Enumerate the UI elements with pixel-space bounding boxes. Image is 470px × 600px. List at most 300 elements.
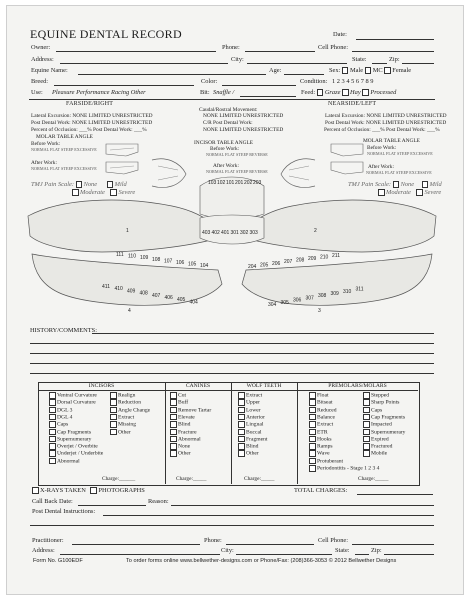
canine-label: Remove Tartar — [178, 407, 212, 414]
tooth-205[interactable]: 205 — [260, 262, 269, 269]
tooth-407[interactable]: 407 — [152, 292, 161, 299]
incisor-label: DGL 3 — [57, 407, 73, 414]
use-label: Use: — [31, 89, 43, 96]
premolar-item[interactable] — [309, 436, 332, 443]
date-field[interactable] — [356, 39, 434, 40]
incisor-checkbox[interactable] — [49, 407, 56, 414]
tooth-101[interactable]: 101 — [226, 180, 235, 186]
canine-label: Abnormal — [178, 436, 201, 443]
incisor-extra-label: Other — [118, 429, 131, 436]
canine-checkbox[interactable] — [170, 436, 177, 443]
post-instructions-label: Post Dental Instructions: — [32, 508, 96, 515]
tooth-203[interactable]: 203 — [253, 180, 262, 186]
canine-checkbox[interactable] — [170, 450, 177, 457]
left-skull-lower — [242, 254, 432, 305]
sex-male-label: Male — [349, 67, 364, 74]
canine-checkbox[interactable] — [170, 421, 177, 428]
sex-text: Sex: — [329, 67, 341, 74]
incisor-checkbox[interactable] — [49, 392, 56, 399]
age-label: Age: — [269, 67, 282, 74]
canine-checkbox[interactable] — [170, 414, 177, 421]
tooth-207[interactable]: 207 — [284, 259, 293, 266]
incisors-header: INCISORS — [88, 383, 115, 389]
premolar-header: PREMOLARS/MOLARS — [328, 383, 387, 389]
left-before-opts[interactable]: NORMAL FLAT STEEP EXCESSIVE — [367, 151, 433, 156]
left-tmj: TMJ Pain Scale: None Mild — [348, 181, 442, 188]
premolar-extra-checkbox[interactable] — [363, 450, 370, 457]
canine-item[interactable] — [170, 421, 190, 428]
photos-checkbox[interactable] — [90, 487, 97, 494]
tooth-404[interactable]: 404 — [189, 299, 198, 306]
incisor-label: Underjet / Underbite — [57, 450, 104, 457]
premolar-checkbox[interactable] — [309, 465, 316, 472]
color-field[interactable] — [222, 85, 296, 86]
premolar-extra-item[interactable] — [363, 407, 382, 414]
tooth-306[interactable]: 306 — [293, 297, 302, 304]
history-line-5[interactable] — [30, 373, 434, 374]
caudal-label: Caudal/Rostral Movement: — [199, 107, 258, 113]
wolf-tooth-checkbox[interactable] — [238, 392, 245, 399]
condition-scale[interactable]: 1 2 3 4 5 6 7 8 9 — [331, 78, 374, 85]
dental-chart — [22, 176, 442, 320]
premolar-extra-label: Cap Fragments — [371, 414, 406, 421]
practitioner-field[interactable] — [72, 544, 200, 545]
incisor-checkbox[interactable] — [49, 458, 56, 465]
tooth-106[interactable]: 106 — [176, 260, 185, 266]
wolf-tooth-label: Buccal — [246, 429, 262, 436]
incisor-after-work: After Work: — [213, 163, 239, 169]
wolf-tooth-item[interactable] — [238, 414, 265, 421]
tooth-201[interactable]: 201 — [235, 180, 244, 186]
premolar-checkbox[interactable] — [309, 450, 316, 457]
tooth-206[interactable]: 206 — [272, 260, 281, 267]
tooth-402[interactable]: 402 — [211, 230, 220, 236]
canine-checkbox[interactable] — [170, 407, 177, 414]
premolar-extra-checkbox[interactable] — [363, 414, 370, 421]
canine-label: Cut — [178, 392, 187, 399]
reason-label: Reason: — [148, 498, 169, 505]
canines-charge: Charge:_____ — [176, 476, 207, 482]
wolf-tooth-item[interactable] — [238, 450, 259, 457]
tooth-307[interactable]: 307 — [305, 295, 314, 302]
right-after-opts[interactable]: NORMAL FLAT STEEP EXCESSIVE — [31, 166, 97, 171]
premolar-item[interactable] — [309, 443, 333, 450]
wolf-tooth-label: Lower — [246, 407, 261, 414]
farside-heading: FARSIDE/RIGHT — [66, 101, 114, 107]
reason-field[interactable] — [171, 505, 434, 506]
wolf-tooth-checkbox[interactable] — [238, 421, 245, 428]
premolar-label: Balance — [317, 414, 336, 421]
tooth-311[interactable]: 311 — [355, 286, 364, 293]
incisor-item[interactable] — [49, 399, 96, 406]
caudal-options[interactable]: NONE LIMITED UNRESTRICTED — [203, 113, 284, 119]
incisor-item[interactable] — [49, 443, 98, 450]
incisor-item[interactable] — [49, 392, 97, 399]
bit-value: Snaffle / — [213, 89, 235, 96]
incisor-angle-heading: INCISOR TABLE ANGLE — [194, 140, 254, 146]
wolf-tooth-item[interactable] — [238, 429, 262, 436]
premolar-checkbox[interactable] — [309, 421, 316, 428]
premolar-extra-checkbox[interactable] — [363, 421, 370, 428]
premolar-item[interactable] — [309, 450, 330, 457]
phone-field[interactable] — [245, 51, 315, 52]
wolf-tooth-checkbox[interactable] — [238, 414, 245, 421]
canine-item[interactable] — [170, 429, 197, 436]
right-skull-upper — [28, 200, 218, 252]
equine-name-field[interactable] — [78, 74, 266, 75]
premolar-extra-item[interactable] — [363, 421, 392, 428]
phone-label: Phone: — [222, 44, 240, 51]
incisor-extra-item[interactable] — [110, 392, 135, 399]
premolar-label: Hooks — [317, 436, 332, 443]
incisor-extra-item[interactable] — [110, 421, 136, 428]
tooth-105[interactable]: 105 — [188, 261, 197, 268]
canine-checkbox[interactable] — [170, 429, 177, 436]
wolf-tooth-label: Lingual — [246, 421, 264, 428]
incisor-extra-checkbox[interactable] — [110, 414, 117, 421]
premolar-extra-label: Stepped — [371, 392, 390, 399]
sex-female-label: Female — [392, 67, 412, 74]
right-after-work: After Work: — [31, 160, 57, 166]
incisor-item[interactable] — [49, 436, 91, 443]
tooth-303[interactable]: 303 — [249, 230, 258, 236]
history-line-3[interactable] — [30, 353, 434, 354]
right-molar-angle-diagram — [104, 138, 142, 178]
tooth-204[interactable]: 204 — [248, 264, 257, 270]
bit-label: Bit: — [200, 89, 210, 96]
incisor-checkbox[interactable] — [49, 443, 56, 450]
zip-label: Zip: — [389, 56, 400, 63]
tooth-210[interactable]: 210 — [320, 254, 329, 261]
state-label: State: — [352, 56, 367, 63]
canine-item[interactable] — [170, 436, 201, 443]
tooth-202[interactable]: 202 — [244, 180, 253, 186]
wolf-tooth-label: Other — [246, 450, 259, 457]
tooth-310[interactable]: 310 — [343, 288, 352, 295]
canine-item[interactable] — [170, 443, 190, 450]
tooth-109[interactable]: 109 — [140, 255, 149, 262]
canines-header: CANINES — [185, 383, 211, 389]
incisor-item[interactable] — [49, 407, 72, 414]
incisor-label: Ventral Curvature — [57, 392, 97, 399]
wolf-tooth-checkbox[interactable] — [238, 407, 245, 414]
incisor-label: Dorsal Curvature — [57, 399, 96, 406]
premolar-extra-item[interactable] — [363, 399, 399, 406]
age-field[interactable] — [284, 74, 324, 75]
canine-checkbox[interactable] — [170, 443, 177, 450]
incisor-extra-checkbox[interactable] — [110, 421, 117, 428]
prac-cell-label: Cell Phone: — [318, 537, 348, 544]
left-after-opts[interactable]: NORMAL FLAT STEEP EXCESSIVE — [366, 170, 432, 175]
prac-zip-field[interactable] — [384, 554, 434, 555]
wolf-tooth-checkbox[interactable] — [238, 399, 245, 406]
wolf-tooth-item[interactable] — [238, 436, 267, 443]
sex-label — [329, 67, 411, 74]
tooth-110[interactable]: 110 — [128, 253, 136, 260]
premolar-item[interactable] — [309, 399, 333, 406]
right-post-label: Post Dental Work: NONE LIMITED UNRESTRICTED — [31, 120, 153, 126]
premolar-label: Float — [317, 392, 329, 399]
premolar-item[interactable] — [309, 414, 335, 421]
premolar-item[interactable] — [309, 465, 379, 472]
post-instructions-line-1[interactable] — [103, 515, 434, 516]
incisors-charge: Charge:______ — [102, 476, 136, 482]
prac-address-field[interactable] — [60, 554, 220, 555]
address-field[interactable] — [60, 63, 228, 64]
sex-male-checkbox[interactable] — [342, 67, 349, 74]
tooth-305[interactable]: 305 — [280, 299, 289, 306]
canine-label: None — [178, 443, 191, 450]
incisor-item[interactable] — [49, 414, 72, 421]
premolar-label: Ramps — [317, 443, 333, 450]
canine-item[interactable] — [170, 392, 186, 399]
premolar-checkbox[interactable] — [309, 399, 316, 406]
address-label: Address: — [31, 56, 54, 63]
incisor-extra-label: Realign — [118, 392, 136, 399]
canine-item[interactable] — [170, 414, 195, 421]
premolar-checkbox[interactable] — [309, 436, 316, 443]
bit-field[interactable] — [240, 96, 296, 97]
canine-checkbox[interactable] — [170, 392, 177, 399]
incisor-item[interactable] — [49, 421, 68, 428]
incisor-extra-item[interactable] — [110, 414, 134, 421]
incisor-extra-item[interactable] — [110, 407, 150, 414]
premolar-extra-checkbox[interactable] — [363, 399, 370, 406]
left-skull-upper — [246, 200, 436, 252]
wolf-tooth-item[interactable] — [238, 407, 261, 414]
premolar-extra-label: Expired — [371, 436, 389, 443]
wolf-tooth-label: Extract — [246, 392, 263, 399]
canine-item[interactable] — [170, 450, 191, 457]
premolar-extra-checkbox[interactable] — [363, 407, 370, 414]
premolar-extra-checkbox[interactable] — [363, 429, 370, 436]
left-molar-angle-diagram — [327, 138, 365, 178]
quad-3-label: 3 — [318, 308, 321, 314]
wolf-header: WOLF TEETH — [246, 383, 282, 389]
wolf-tooth-item[interactable] — [238, 421, 263, 428]
right-lateral-options[interactable]: NONE LIMITED UNRESTRICTED — [72, 113, 153, 119]
wolf-charge: Charge:_____ — [244, 476, 275, 482]
premolar-extra-label: Supernumerary — [371, 429, 406, 436]
left-post-options[interactable]: NONE LIMITED UNRESTRICTED — [365, 120, 447, 126]
zip-field[interactable] — [402, 63, 434, 64]
incisor-extra-checkbox[interactable] — [110, 429, 117, 436]
tooth-102[interactable]: 102 — [217, 180, 226, 186]
premolar-extra-checkbox[interactable] — [363, 392, 370, 399]
order-info: To order forms online www.bellwether-designs.com or Phone/Fax: (208)366-3053 © 2012 Bellwether Designs — [126, 558, 397, 564]
prac-cell-field[interactable] — [352, 544, 434, 545]
wolf-tooth-item[interactable] — [238, 399, 260, 406]
tooth-301[interactable]: 301 — [230, 230, 239, 236]
incisor-extra-item[interactable] — [110, 399, 141, 406]
wolf-tooth-item[interactable] — [238, 392, 262, 399]
tooth-308[interactable]: 308 — [318, 293, 327, 300]
premolar-item[interactable] — [309, 429, 328, 436]
incisor-checkbox[interactable] — [49, 421, 56, 428]
incisor-checkbox[interactable] — [49, 399, 56, 406]
wolf-tooth-item[interactable] — [238, 443, 258, 450]
premolar-extra-checkbox[interactable] — [363, 443, 370, 450]
tooth-107[interactable]: 107 — [164, 258, 173, 265]
use-options[interactable]: Pleasure Performance Racing Other — [52, 89, 146, 96]
canine-item[interactable] — [170, 399, 188, 406]
right-before-opts[interactable]: NORMAL FLAT STEEP EXCESSIVE — [31, 147, 97, 152]
incisor-checkbox[interactable] — [49, 429, 56, 436]
cell-phone-label: Cell Phone: — [318, 44, 348, 51]
incisor-extra-checkbox[interactable] — [110, 407, 117, 414]
tooth-409[interactable]: 409 — [127, 288, 136, 295]
canine-label: Other — [178, 450, 191, 457]
feed-graze-checkbox[interactable] — [317, 89, 324, 96]
tooth-108[interactable]: 108 — [152, 256, 161, 263]
incisor-label: Caps — [57, 421, 69, 428]
tooth-403[interactable]: 403 — [202, 230, 211, 236]
premolar-checkbox[interactable] — [309, 407, 316, 414]
history-line-4[interactable] — [30, 363, 434, 364]
history-line-2[interactable] — [30, 343, 434, 344]
premolar-label: ETR — [317, 429, 328, 436]
tooth-209[interactable]: 209 — [308, 256, 317, 262]
incisor-extra-label: Missing — [118, 421, 137, 428]
breed-field[interactable] — [54, 85, 194, 86]
xrays-option: X-RAYS TAKEN PHOTOGRAPHS — [32, 487, 145, 494]
incisor-before-work: Before Work: — [210, 146, 240, 152]
premolar-extra-item[interactable] — [363, 414, 405, 421]
wolf-tooth-checkbox[interactable] — [238, 443, 245, 450]
incisor-extra-item[interactable] — [110, 429, 131, 436]
tooth-111[interactable]: 111 — [116, 252, 124, 258]
tooth-302[interactable]: 302 — [240, 230, 249, 236]
incisor-label: DGL 4 — [57, 414, 73, 421]
incisor-extra-checkbox[interactable] — [110, 392, 117, 399]
premolar-extra-item[interactable] — [363, 436, 389, 443]
premolar-item[interactable] — [309, 458, 343, 465]
wolf-tooth-label: Fragment — [246, 436, 268, 443]
tooth-408[interactable]: 408 — [139, 290, 148, 297]
quad-1-label: 1 — [126, 228, 129, 234]
owner-label: Owner: — [31, 44, 51, 51]
premolar-charge: Charge:_____ — [358, 476, 389, 482]
incisor-item[interactable] — [49, 429, 91, 436]
callback-field[interactable] — [78, 505, 146, 506]
incisor-label: Supernumerary — [57, 436, 92, 443]
state-field[interactable] — [372, 63, 387, 64]
incisor-checkbox[interactable] — [49, 450, 56, 457]
premolar-checkbox[interactable] — [309, 414, 316, 421]
incisor-label: Abnormal — [57, 458, 80, 465]
cell-phone-field[interactable] — [352, 51, 434, 52]
form-title: EQUINE DENTAL RECORD — [30, 27, 182, 41]
feed-hay-checkbox[interactable] — [342, 89, 349, 96]
sex-female-checkbox[interactable] — [384, 67, 391, 74]
prac-zip-label: Zip: — [371, 547, 382, 554]
cr-post-options[interactable]: NONE LIMITED UNRESTRICTED — [203, 127, 284, 133]
wolf-tooth-checkbox[interactable] — [238, 429, 245, 436]
city-field[interactable] — [247, 63, 347, 64]
premolar-checkbox[interactable] — [309, 429, 316, 436]
incisor-item[interactable] — [49, 458, 80, 465]
tooth-405[interactable]: 405 — [177, 297, 186, 304]
premolar-item[interactable] — [309, 421, 333, 428]
incisor-item[interactable] — [49, 450, 103, 457]
premolar-extra-checkbox[interactable] — [363, 436, 370, 443]
premolar-extra-item[interactable] — [363, 450, 387, 457]
breed-label: Breed: — [31, 78, 49, 85]
incisor-before-opts[interactable]: NORMAL FLAT STEEP REVERSE — [206, 152, 268, 157]
premolar-checkbox[interactable] — [309, 443, 316, 450]
premolar-extra-label: Fractured — [371, 443, 393, 450]
feed-processed-checkbox[interactable] — [362, 89, 369, 96]
sex-mc-checkbox[interactable] — [365, 67, 372, 74]
premolar-item[interactable] — [309, 407, 337, 414]
premolar-extra-item[interactable] — [363, 392, 389, 399]
prac-city-field[interactable] — [236, 554, 332, 555]
tooth-411[interactable]: 411 — [102, 284, 110, 290]
tooth-410[interactable]: 410 — [114, 286, 123, 293]
premolar-checkbox[interactable] — [309, 458, 316, 465]
tooth-309[interactable]: 309 — [330, 291, 339, 297]
incisor-checkbox[interactable] — [49, 436, 56, 443]
quad-4-label: 4 — [128, 308, 131, 314]
premolar-extra-label: Mobile — [371, 450, 388, 457]
incisor-after-opts[interactable]: NORMAL FLAT STEEP REVERSE — [206, 169, 268, 174]
owner-field[interactable] — [56, 51, 216, 52]
tooth-406[interactable]: 406 — [164, 295, 173, 301]
tooth-401[interactable]: 401 — [221, 230, 230, 236]
tooth-304[interactable]: 304 — [268, 302, 277, 308]
tooth-211[interactable]: 211 — [332, 252, 340, 259]
canine-item[interactable] — [170, 407, 211, 414]
right-post-options[interactable]: NONE LIMITED UNRESTRICTED — [71, 120, 153, 126]
canine-checkbox[interactable] — [170, 399, 177, 406]
tooth-208[interactable]: 208 — [296, 257, 305, 264]
prac-phone-label: Phone: — [204, 537, 222, 544]
quad-2-label: 2 — [314, 228, 317, 234]
premolar-checkbox[interactable] — [309, 392, 316, 399]
prac-state-field[interactable] — [355, 554, 369, 555]
left-lateral-options[interactable]: NONE LIMITED UNRESTRICTED — [366, 113, 447, 119]
color-label: Color: — [201, 78, 218, 85]
post-instructions-line-2[interactable] — [30, 525, 434, 526]
history-line-1[interactable] — [92, 333, 434, 334]
incisor-extra-checkbox[interactable] — [110, 399, 117, 406]
premolar-extra-item[interactable] — [363, 443, 392, 450]
feed-processed-label: Processed — [370, 89, 397, 96]
premolar-extra-label: Caps — [371, 407, 383, 414]
prac-city-label: City: — [221, 547, 234, 554]
tooth-104[interactable]: 104 — [200, 263, 209, 270]
left-molar-angle-heading: MOLAR TABLE ANGLE — [363, 138, 420, 144]
incisor-checkbox[interactable] — [49, 414, 56, 421]
xrays-checkbox[interactable] — [32, 487, 39, 494]
canine-label: Elevate — [178, 414, 195, 421]
canine-label: Blind — [178, 421, 191, 428]
tooth-103[interactable]: 103 — [208, 180, 217, 186]
premolar-extra-item[interactable] — [363, 429, 405, 436]
total-charges-field[interactable] — [357, 494, 433, 495]
header-divider — [29, 99, 435, 100]
wolf-tooth-checkbox[interactable] — [238, 436, 245, 443]
premolar-item[interactable] — [309, 392, 329, 399]
prac-phone-field[interactable] — [226, 544, 314, 545]
premolar-extra-label: Impacted — [371, 421, 392, 428]
callback-label: Call Back Date: — [32, 498, 73, 505]
prac-state-label: State: — [335, 547, 350, 554]
wolf-tooth-checkbox[interactable] — [238, 450, 245, 457]
incisor-label: Cap Fragments — [57, 429, 92, 436]
left-before-work: Before Work: — [367, 145, 397, 151]
condition-text: Condition: — [300, 78, 328, 85]
